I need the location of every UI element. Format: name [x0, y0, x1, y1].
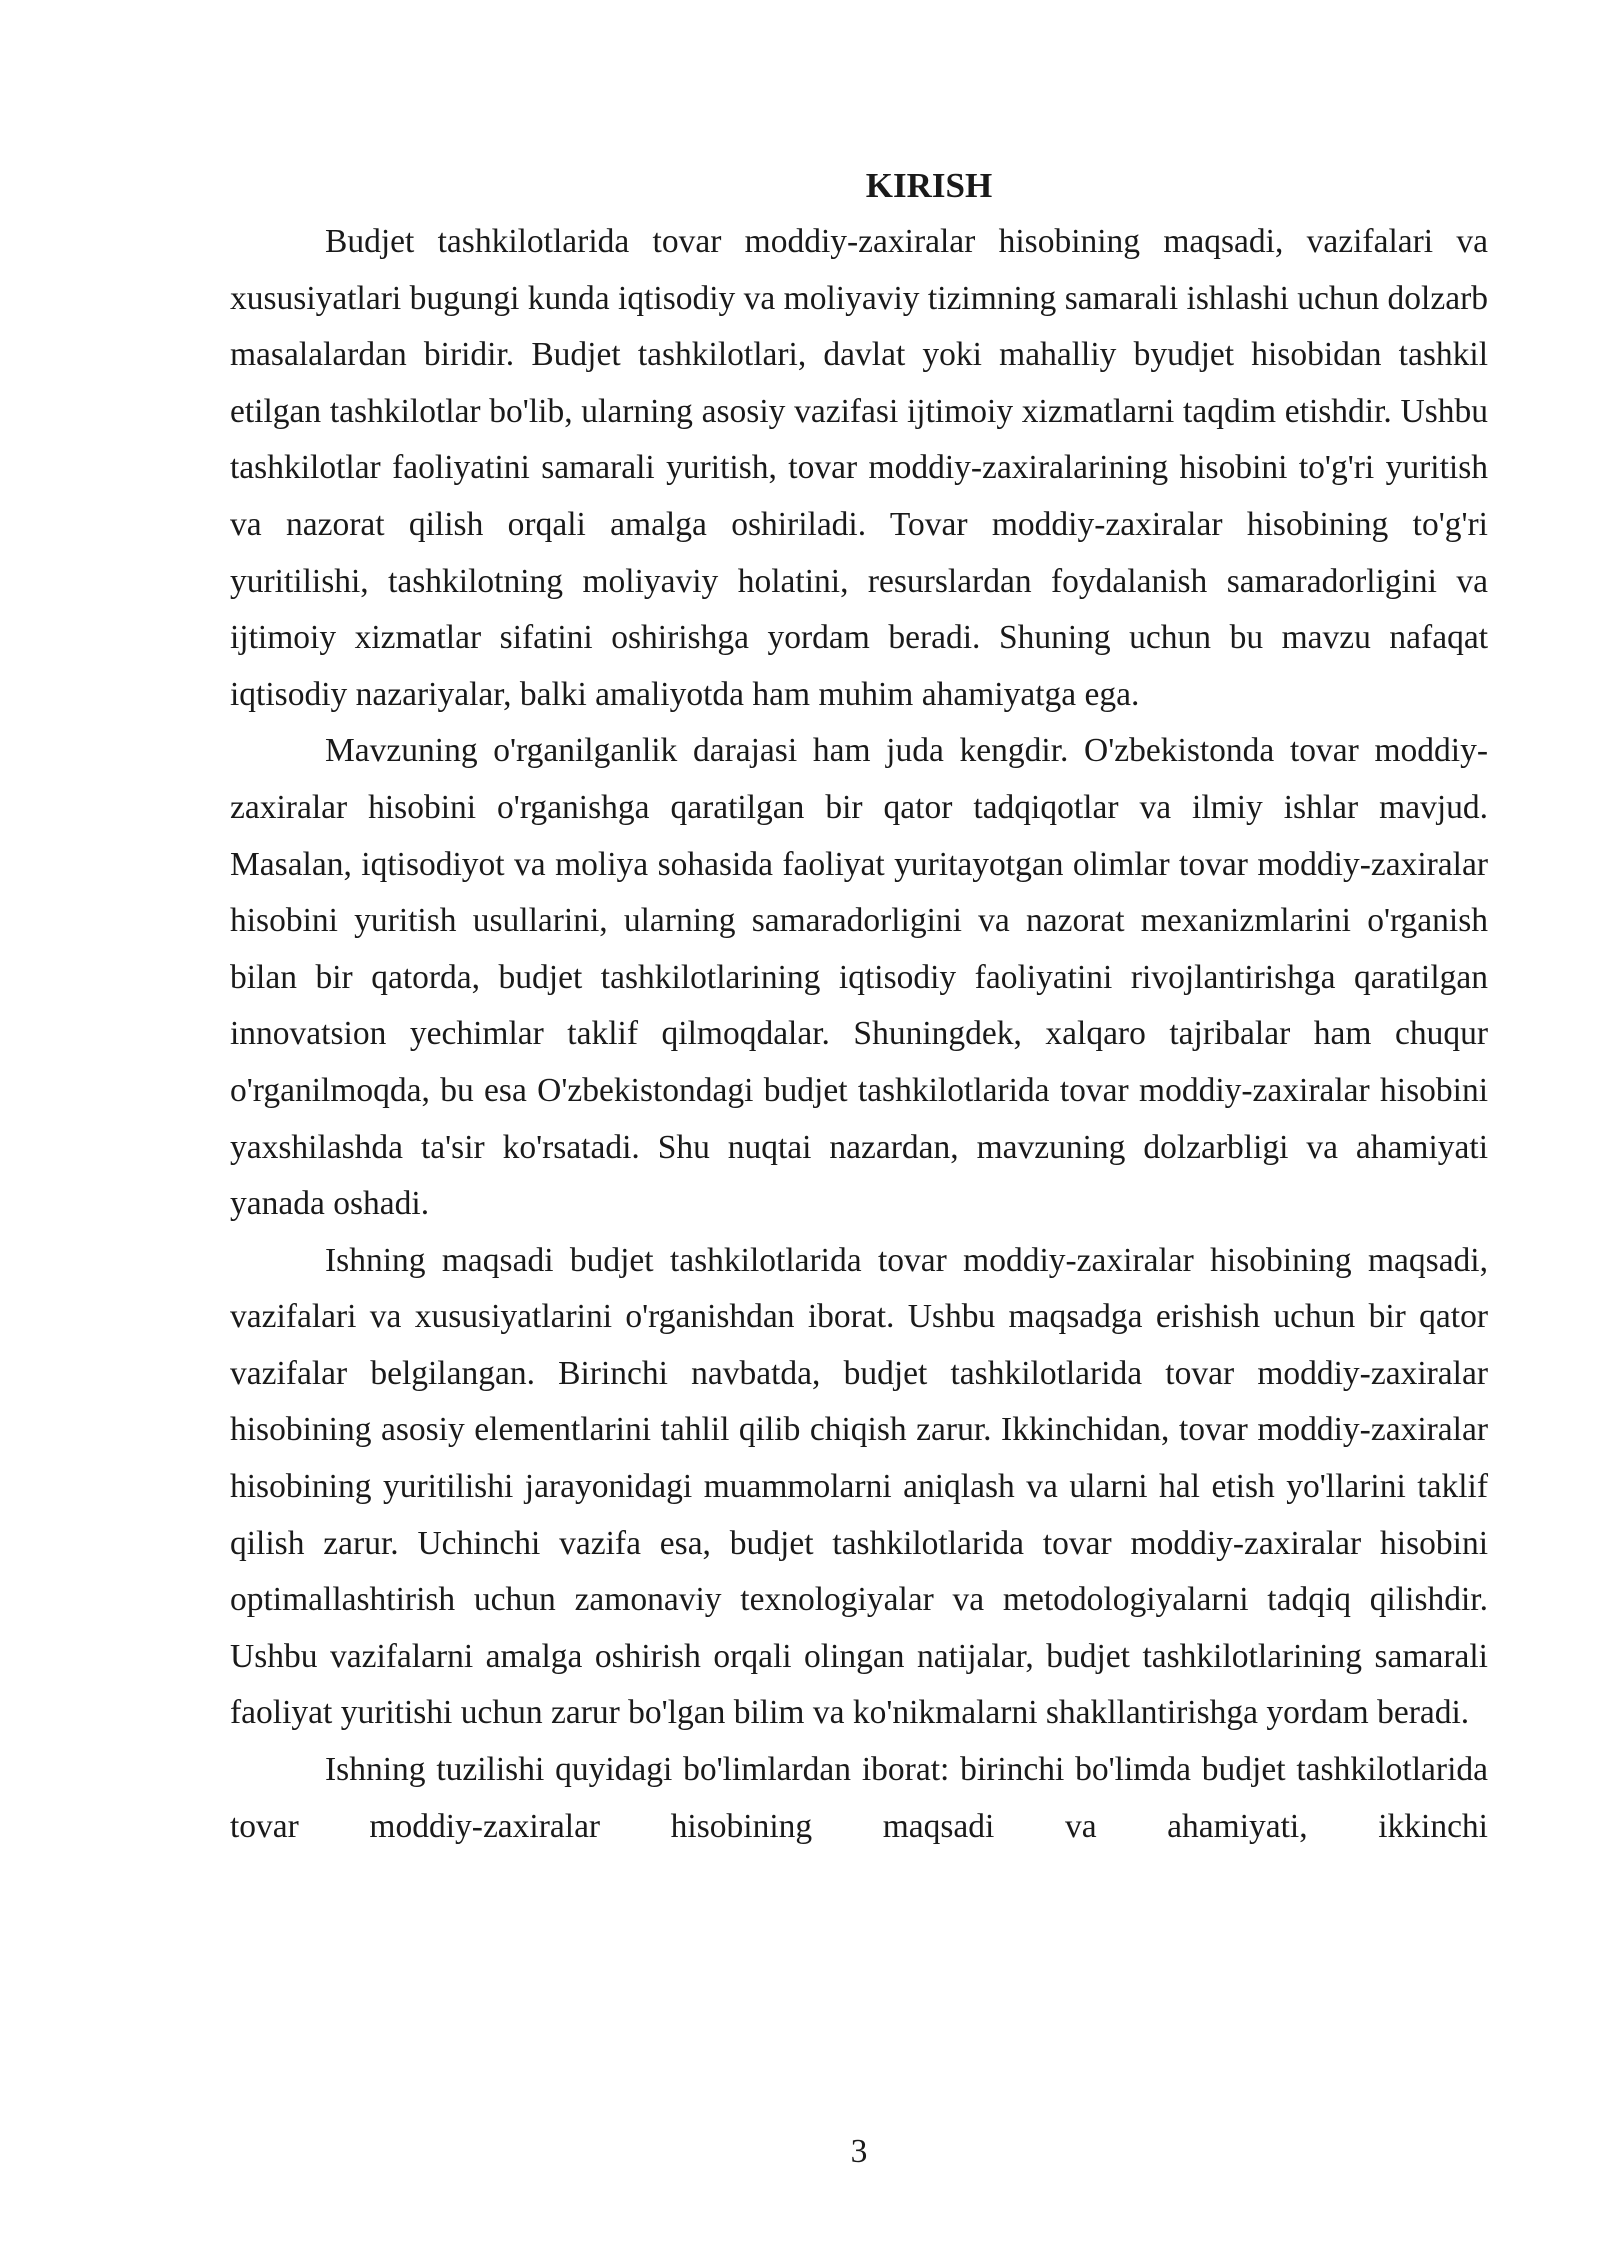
paragraph-intro: Budjet tashkilotlarida tovar moddiy-zaxiralar hisobining maqsadi, vazifalari va xususiyatlari bugungi kunda iqtisodiy va moliyaviy tizimning samarali ishlashi uchun dolzarb masalalardan biridir. Budjet tashkilotlari, davlat yoki mahalliy byudjet hisobidan tashkil etilgan tashkilotlar bo'lib, ularning asosiy vazifasi ijtimoiy xizmatlarni taqdim etishdir. Ushbu tashkilotlar faoliyatini samarali yuritish, tovar moddiy-zaxiralarining hisobini to'g'ri yuritish va nazorat qilish orqali amalga oshiriladi. Tovar moddiy-zaxiralar hisobining to'g'ri yuritilishi, tashkilotning moliyaviy holatini, resurslardan foydalanish samaradorligini va ijtimoiy xizmatlar sifatini oshirishga yordam beradi. Shuning uchun bu mavzu nafaqat iqtisodiy nazariyalar, balki amaliyotda ham muhim ahamiyatga ega. [230, 223, 1488, 713]
paragraph-goal: Ishning maqsadi budjet tashkilotlarida tovar moddiy-zaxiralar hisobining maqsadi, vazifalari va xususiyatlarini o'rganishdan iborat. Ushbu maqsadga erishish uchun bir qator vazifalar belgilangan. Birinchi navbatda, budjet tashkilotlarida tovar moddiy-zaxiralar hisobining asosiy elementlarini tahlil qilib chiqish zarur. Ikkinchidan, tovar moddiy-zaxiralar hisobining yuritilishi jarayonidagi muammolarni aniqlash va ularni hal etish yo'llarini taklif qilish zarur. Uchinchi vazifa esa, budjet tashkilotlarida tovar moddiy-zaxiralar hisobini optimallashtirish uchun zamonaviy texnologiyalar va metodologiyalarni tadqiq qilishdir. Ushbu vazifalarni amalga oshirish orqali olingan natijalar, budjet tashkilotlarining samarali faoliyat yuritishi uchun zarur bo'lgan bilim va ko'nikmalarni shakllantirishga yordam beradi. [230, 1241, 1488, 1732]
page-number: 3 [850, 2133, 868, 2170]
paragraph-study-level: Mavzuning o'rganilganlik darajasi ham juda kengdir. O'zbekistonda tovar moddiy-zaxiralar hisobini o'rganishga qaratilgan bir qator tadqiqotlar va ilmiy ishlar mavjud. Masalan, iqtisodiyot va moliya sohasida faoliyat yuritayotgan olimlar tovar moddiy-zaxiralar hisobini yuritish usullarini, ularning samaradorligini va nazorat mexanizmlarini o'rganish bilan bir qatorda, budjet tashkilotlarining iqtisodiy faoliyatini rivojlantirishga qaratilgan innovatsion yechimlar taklif qilmoqdalar. Shuningdek, xalqaro tajribalar ham chuqur o'rganilmoqda, bu esa O'zbekistondagi budjet tashkilotlarida tovar moddiy-zaxiralar hisobini yaxshilashda ta'sir ko'rsatadi. Shu nuqtai nazardan, mavzuning dolzarbligi va ahamiyati yanada oshadi. [230, 732, 1488, 1223]
section-heading: KIRISH [865, 166, 993, 205]
document-page [230, 158, 1488, 1855]
paragraph-structure: Ishning tuzilishi quyidagi bo'limlardan iborat: birinchi bo'limda budjet tashkilotlarida tovar moddiy-zaxiralar hisobining maqsadi va ahamiyati, ikkinchi [230, 1751, 1488, 1845]
